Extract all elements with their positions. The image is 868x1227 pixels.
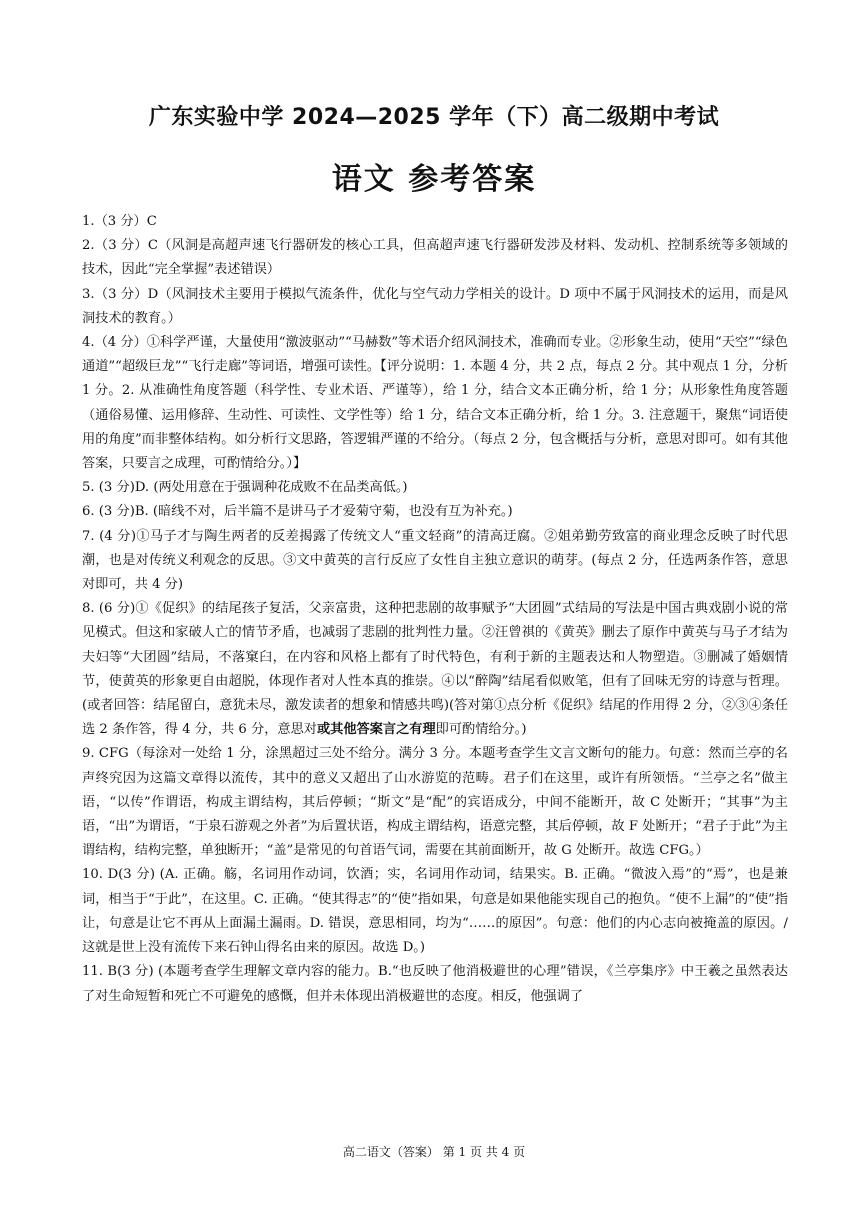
page-footer: 高二语文（答案） 第 1 页 共 4 页 [342, 1145, 526, 1159]
answer-item [82, 597, 788, 742]
answer-text: 8. (6 分)①《促织》的结尾孩子复活，父亲富贵，这种把悲剧的故事赋予“大团圆”式结局的写法是中国古典戏剧小说的常见模式。但这和家破人亡的情节矛盾，也减弱了悲剧的批判性力量。②汪曾祺的《黄英》删去了原作中黄英与马子才结为夫妇等“大团圆”结局，不落窠臼，在内容和风格上都有了时代特色，有利于新的主题表达和人物塑造。③删减了婚姻情节，使黄英的形象更自由超脱，体现作者对人性本真的推崇。④以“醉陶”结尾看似败笔，但有了回味无穷的诗意与哲理。(或者回答：结尾留白，意犹未尽，激发读者的想象和情感共鸣)(答对第①点分析《促织》结尾的作用得 2 分，②③④条任选 2 条作答，得 4 分，共 6 分，意思对 [82, 601, 788, 738]
answer-item: 11. B(3 分) (本题考查学生理解文章内容的能力。B.“也反映了他消极避世的心理”错误，《兰亭集序》中王羲之虽然表达了对生命短暂和死亡不可避免的感慨，但并未体现出消极避世的态度。相反，他强调了 [82, 964, 788, 1004]
answer-emphasis: 或其他答案言之有理 [316, 722, 436, 738]
answer-item: 9. CFG（每涂对一处给 1 分，涂黑超过三处不给分。满分 3 分。本题考查学生文言文断句的能力。句意：然而兰亭的名声终究因为这篇文章得以流传，其中的意义又超出了山水游览的范畴。君子们在这里，或许有所领悟。“兰亭之名”做主语，“以传”作谓语，构成主谓结构，其后停顿；“斯文”是“配”的宾语成分，中间不能断开，故 C 处断开；“其事”为主语，“出”为谓语，“于泉石游观之外者”为后置状语，构成主谓结构，语意完整，其后停顿，故 F 处断开；“君子于此”为主谓结构，结构完整，单独断开；“盖”是常见的句首语气词，需要在其前面断开，故 G 处断开。故选 CFG。） [82, 746, 788, 859]
answer-item: 2.（3 分）C（风洞是高超声速飞行器研发的核心工具，但高超声速飞行器研发涉及材料、发动机、控制系统等多领域的技术，因此“完全掌握”表述错误） [82, 238, 788, 278]
answer-list [82, 210, 788, 1009]
exam-title: 广东实验中学 2024—2025 学年（下）高二级期中考试 [148, 105, 720, 130]
answer-item: 5. (3 分)D. (两处用意在于强调种花成败不在品类高低。) [82, 480, 408, 496]
answer-item: 4.（4 分）①科学严谨，大量使用“激波驱动”“马赫数”等术语介绍风洞技术，准确而专业。②形象生动，使用“天空”“绿色通道”“超级巨龙”“飞行走廊”等词语，增强可读性。【评分说明：1. 本题 4 分，共 2 点，每点 2 分。其中观点 1 分，分析 1 分。2. 从准确性角度答题（科学性、专业术语、严谨等），给 1 分，结合文本正确分析，给 1 分；从形象性角度答题（通俗易懂、运用修辞、生动性、可读性、文学性等）给 1 分，结合文本正确分析，给 1 分。3. 注意题干，聚焦“词语使用的角度”而非整体结构。如分析行文思路，答逻辑严谨的不给分。（每点 2 分，包含概括与分析，意思对即可。如有其他答案，只要言之成理，可酌情给分。）】 [82, 335, 788, 472]
answer-item: 3.（3 分）D（风洞技术主要用于模拟气流条件，优化与空气动力学相关的设计。D 项中不属于风洞技术的运用，而是风洞技术的教育。） [82, 286, 788, 326]
answer-item: 6. (3 分)B. (暗线不对，后半篇不是讲马子才爱菊守菊，也没有互为补充。) [82, 504, 513, 520]
answer-text: 即可酌情给分。) [435, 722, 527, 738]
answer-item: 10. D(3 分) (A. 正确。觞，名词用作动词，饮酒；实，名词用作动词，结果实。B. 正确。“微波入焉”的“焉”，也是兼词，相当于“于此”，在这里。C. 正确。“使其得志”的“使”指如果，句意是如果他能实现自己的抱负。“使不上漏”的“使”指让，句意是让它不再从上面漏土漏雨。D. 错误，意思相同，均为“……的原因”。句意：他们的内心志向被掩盖的原因。/这就是世上没有流传下来石钟山得名由来的原因。故选 D。) [82, 867, 788, 956]
answer-item: 7. (4 分)①马子才与陶生两者的反差揭露了传统文人“重文轻商”的清高迂腐。②姐弟勤劳致富的商业理念反映了时代思潮，也是对传统义利观念的反思。③文中黄英的言行反应了女性自主独立意识的萌芽。(每点 2 分，任选两条作答，意思对即可，共 4 分) [82, 528, 788, 593]
exam-subtitle: 语文 参考答案 [331, 162, 537, 197]
answer-item: 1.（3 分）C [82, 214, 157, 229]
